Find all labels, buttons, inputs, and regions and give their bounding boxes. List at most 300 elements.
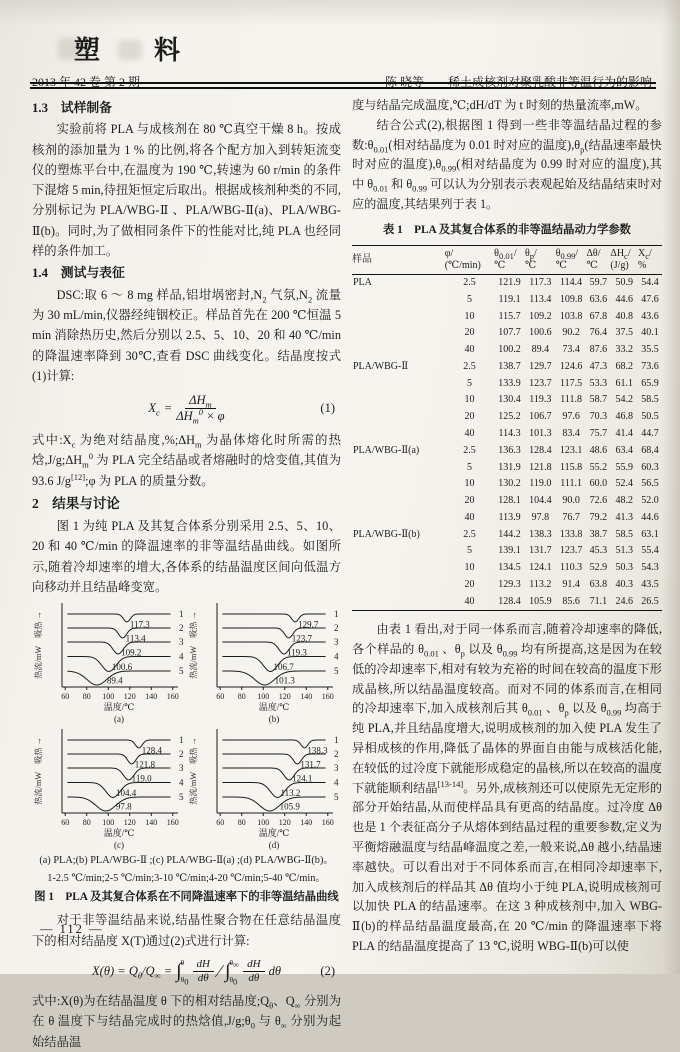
- svg-text:119.0: 119.0: [131, 773, 152, 784]
- table-cell: 10: [464, 310, 475, 322]
- table-row: [352, 409, 662, 426]
- svg-text:热流/mW 吸热 →: 热流/mW 吸热 →: [189, 737, 198, 805]
- svg-text:2: 2: [179, 623, 184, 634]
- svg-text:100: 100: [102, 692, 115, 702]
- table-cell: 73.6: [641, 360, 659, 372]
- svg-text:3: 3: [179, 637, 184, 648]
- table-cell: 52.9: [589, 562, 608, 574]
- table-cell: 90.0: [562, 495, 580, 507]
- table-cell: 40: [464, 428, 475, 439]
- table-cell: 40: [464, 595, 475, 607]
- table-cell: 54.4: [641, 276, 659, 288]
- table-cell: 124.1: [529, 562, 552, 574]
- table-cell: 44.6: [615, 293, 633, 305]
- table-row: [352, 392, 662, 409]
- eq2-lhs: $X(\theta) = Q_\theta/Q_\infty$ =: [92, 963, 173, 981]
- figure-1-note-samples: (a) PLA;(b) PLA/WBG-Ⅱ ;(c) PLA/WBG-Ⅱ(a) ;(d) PLA/WBG-Ⅱ(b)。: [39, 855, 334, 867]
- eq1-equals: =: [163, 400, 173, 415]
- svg-text:5: 5: [334, 666, 339, 677]
- table-cell: 53.3: [589, 377, 608, 389]
- table-cell: 123.1: [559, 444, 583, 456]
- table-cell: 76.4: [589, 327, 608, 339]
- svg-text:128.4: 128.4: [141, 745, 163, 756]
- table-cell: 40.3: [615, 579, 633, 591]
- table-cell: 41.3: [615, 511, 633, 523]
- table-cell: 20: [464, 411, 475, 423]
- table-cell: 91.4: [562, 579, 580, 591]
- table-cell: 130.2: [498, 478, 521, 490]
- table-cell: 114.3: [498, 428, 521, 439]
- table-row: [352, 274, 662, 291]
- table-cell: 119.1: [498, 293, 521, 305]
- svg-text:热流/mW 吸热 →: 热流/mW 吸热 →: [34, 737, 43, 805]
- svg-text:热流/mW 吸热 →: 热流/mW 吸热 →: [34, 611, 43, 679]
- table-row: [352, 493, 662, 510]
- eq2-integral-1: ∫ θ $\theta_0$: [176, 958, 189, 987]
- table-row: [352, 308, 662, 325]
- table-cell-sample: [352, 510, 445, 527]
- table-cell: 10: [464, 562, 475, 574]
- table-cell: 48.6: [589, 444, 608, 456]
- svg-text:(d): (d): [268, 840, 280, 851]
- table-cell: 20: [464, 495, 475, 507]
- svg-text:100: 100: [102, 818, 115, 828]
- table-cell-sample: [352, 459, 445, 476]
- table-row: [352, 526, 662, 543]
- table-cell: 131.9: [498, 461, 521, 473]
- table-cell: 44.6: [641, 511, 659, 523]
- svg-text:热流/mW 吸热 →: 热流/mW 吸热 →: [189, 611, 198, 679]
- table-cell: 38.7: [589, 528, 608, 540]
- svg-text:160: 160: [321, 692, 334, 702]
- table-cell: 72.6: [589, 495, 608, 507]
- eq1-lhs: $X_c$: [148, 400, 160, 418]
- table-cell: 46.8: [615, 411, 633, 423]
- svg-text:113.2: 113.2: [280, 788, 301, 799]
- table-cell-sample: [352, 493, 445, 510]
- table-cell: 20: [464, 579, 475, 591]
- table-cell: 5: [466, 293, 472, 305]
- svg-text:106.7: 106.7: [273, 662, 294, 673]
- table-cell-sample: [352, 560, 445, 577]
- table-cell: 20: [464, 327, 475, 339]
- table-row: [352, 560, 662, 577]
- table-cell: 37.5: [615, 327, 633, 339]
- table-cell: 2.5: [463, 528, 476, 540]
- table-cell: 89.4: [531, 344, 550, 356]
- table-cell: 47.6: [641, 293, 659, 305]
- table-1: [352, 245, 662, 612]
- paragraph-parameters: 结合公式(2),根据图 1 得到一些非等温结晶过程的参数$:\theta_{0.01}$(相对结晶度为 0.01 时对应的温度)$,\theta_p$(结晶速率最快时对应的温度)$,\theta_{0.99}$(相对结晶度为 0.99 时对应的温度),其中 $\theta_{0.01}$ 和 $\theta_{0.99}$ 可以认为分别表示表观起始及结晶结束时对应的温度,其结果列于表 1。: [352, 117, 663, 211]
- table-cell: 75.7: [589, 428, 608, 439]
- svg-text:138.3: 138.3: [307, 745, 328, 756]
- table-cell: 138.7: [498, 360, 521, 372]
- table-cell: 54.3: [641, 562, 659, 574]
- table-cell: 70.3: [589, 411, 608, 423]
- table-cell: 101.3: [529, 428, 552, 439]
- svg-text:1: 1: [179, 735, 184, 746]
- table-cell: 100.6: [529, 327, 552, 339]
- table-cell: 56.5: [641, 478, 659, 490]
- svg-text:80: 80: [82, 818, 91, 828]
- svg-text:60: 60: [61, 818, 70, 828]
- table-row: [352, 375, 662, 392]
- running-head: 陈 晓等——稀土成核剂对聚乳酸非等温行为的影响: [384, 75, 652, 89]
- table-cell: 134.5: [498, 562, 521, 574]
- table-cell: 43.5: [641, 579, 659, 591]
- eq1-fraction: [176, 393, 225, 426]
- table-cell: 55.9: [615, 461, 633, 473]
- svg-text:4: 4: [179, 651, 184, 662]
- table-cell: 47.3: [589, 360, 608, 372]
- eq1-numerator: $\Delta H_m$: [185, 393, 216, 408]
- table-row: [352, 476, 662, 493]
- table-cell: 45.3: [589, 545, 608, 557]
- table-cell: 2.5: [463, 276, 476, 288]
- table-cell: 109.2: [529, 310, 552, 322]
- table-cell: 5: [466, 377, 472, 389]
- svg-text:2: 2: [334, 749, 339, 760]
- table-row: [352, 510, 662, 527]
- table-cell: 43.6: [641, 310, 659, 322]
- table-cell: 48.2: [615, 495, 633, 507]
- section-1-4-body: DSC:取 6 ～ 8 mg 样品,铝坩埚密封$,N_2$ 气氛$,N_2$ 流量为 30 mL/min,仪器经纯铟校正。样品首先在 200 ℃恒温 5 min 消除热历史,然后分别以 2.5、5、10、20 和 40 ℃/min 的降温速率降到 30℃,查看 DSC 曲线变化。结晶度按式(1)计算:: [32, 287, 342, 383]
- svg-text:4: 4: [334, 777, 339, 788]
- table-cell: 115.7: [498, 310, 521, 322]
- table-cell: 105.9: [529, 595, 552, 607]
- table-cell: 113.2: [529, 579, 552, 591]
- table-cell: 40.1: [641, 327, 659, 339]
- table-column-header: $\theta_{0.99}/$ ℃: [556, 245, 587, 274]
- figure-1-grid: [32, 599, 341, 851]
- table-cell: 63.6: [589, 293, 608, 305]
- table-cell: 109.8: [559, 293, 583, 305]
- table-cell: 131.7: [529, 545, 552, 557]
- figure-1-caption: 图 1 PLA 及其复合体系在不同降温速率下的非等温结晶曲线: [34, 891, 339, 904]
- table-cell: 60.3: [641, 461, 659, 473]
- table-cell: 65.9: [641, 377, 659, 389]
- svg-text:131.7: 131.7: [300, 759, 321, 770]
- svg-text:100.6: 100.6: [111, 662, 133, 673]
- svg-text:140: 140: [145, 692, 158, 702]
- table-cell-sample: PLA/WBG-Ⅱ: [353, 360, 409, 372]
- table-cell: 128.4: [498, 595, 521, 607]
- table-cell: 63.1: [641, 528, 659, 540]
- eq2-fraction-1: $\frac{dH}{d\theta}$: [193, 958, 214, 984]
- table-cell: 76.7: [562, 511, 580, 523]
- svg-text:(c): (c): [114, 840, 124, 851]
- table-cell: 114.4: [560, 276, 583, 288]
- table-cell: 121.9: [498, 276, 521, 288]
- left-column: [32, 96, 341, 1052]
- table-row: [352, 358, 662, 375]
- svg-text:3: 3: [334, 637, 339, 648]
- table-cell: 106.7: [529, 411, 552, 423]
- dsc-chart-a: [32, 599, 186, 725]
- table-cell: 139.1: [498, 545, 521, 557]
- table-cell: 119.0: [529, 478, 552, 490]
- section-1-3-title: 1.3 试样制备: [32, 101, 112, 115]
- svg-text:60: 60: [61, 692, 70, 702]
- table-cell: 97.8: [531, 511, 550, 523]
- table-cell: 2.5: [463, 444, 476, 456]
- table-cell: 144.2: [498, 528, 521, 540]
- equation-1: [32, 393, 341, 426]
- table-cell: 40: [464, 344, 475, 356]
- svg-text:2: 2: [179, 749, 184, 760]
- table-cell: 50.5: [641, 411, 659, 423]
- table-cell: 115.8: [560, 461, 583, 473]
- table-cell-sample: [352, 375, 445, 392]
- svg-text:120: 120: [278, 692, 291, 702]
- svg-text:1: 1: [179, 609, 184, 620]
- svg-text:温度/℃: 温度/℃: [103, 702, 135, 713]
- table-cell: 55.2: [589, 461, 608, 473]
- table-cell: 97.6: [562, 411, 580, 423]
- table-row: [352, 577, 662, 594]
- table-column-header: $\theta_p/$ ℃: [525, 245, 556, 274]
- svg-text:97.8: 97.8: [115, 801, 132, 812]
- svg-text:80: 80: [237, 692, 246, 702]
- svg-text:119.3: 119.3: [287, 647, 307, 658]
- table-cell: 58.5: [641, 394, 659, 406]
- svg-text:100: 100: [257, 692, 270, 702]
- svg-text:2: 2: [334, 623, 339, 634]
- paragraph-discussion: 由表 1 看出,对于同一体系而言,随着冷却速率的降低,各个样品的 $\theta_{0.01}$ 、$\theta_p$ 以及 $\theta_{0.99}$ 均有所提高,这是因为在较低的冷却速率下,相对有较为充裕的时间在较高的温度下形成晶核,所以结晶温度较高。而对不同的体系而言,在相同的冷却速率下,加入成核剂后其 $\theta_{0.01}$ 、$\theta_p$ 以及 $\theta_{0.99}$ 均高于纯 PLA,并且结晶度增大,说明成核剂的加入使 PLA 发生了异相成核的作用,降低了晶体的界面自由能与成核活化能,在较低的过冷度下就能形成稳定的晶核,所以在较高的温度下就能顺利结晶[13-14]。另外,成核剂还可以使原先无定形的部分开始结晶,从而使样品具有更高的结晶度。过冷度 Δθ 也是 1 个表征高分子从熔体到结晶过程的重要参数,定义为平衡熔融温度与结晶峰温度之差,一般来说,Δθ 越小,结晶速率越快。可以看出对于不同体系而言,在相同冷却速率下,加入成核剂后的样品其 Δθ 值均小于纯 PLA,说明成核剂可以加快 PLA 的结晶速率。在这 3 种成核剂中,加入 WBG-Ⅱ(b)的样品结晶温度最高,在 20 ℃/min 的降温速率下将 PLA 的结晶温度提高了 13 ℃,说明 WBG-Ⅱ(b)可以使: [352, 622, 663, 953]
- table-cell: 128.1: [498, 495, 521, 507]
- table-column-header: Δθ/ ℃: [586, 245, 610, 274]
- table-cell: 59.7: [589, 276, 608, 288]
- svg-text:60: 60: [216, 692, 225, 702]
- svg-text:(a): (a): [114, 714, 124, 725]
- table-cell: 111.8: [560, 394, 582, 406]
- table-cell: 73.4: [562, 344, 580, 356]
- svg-text:140: 140: [300, 692, 313, 702]
- table-cell: 110.3: [560, 562, 583, 574]
- svg-text:129.7: 129.7: [298, 619, 319, 630]
- svg-text:4: 4: [334, 651, 339, 662]
- svg-text:120: 120: [123, 818, 136, 828]
- table-cell: 54.2: [615, 394, 633, 406]
- table-cell: 125.2: [498, 411, 521, 423]
- table-cell-sample: PLA: [353, 276, 372, 288]
- table-cell-sample: [352, 308, 445, 325]
- table-cell: 123.7: [559, 545, 583, 557]
- svg-text:140: 140: [145, 818, 158, 828]
- svg-text:4: 4: [179, 777, 184, 788]
- table-cell-sample: [352, 543, 445, 560]
- table-cell: 5: [466, 461, 472, 473]
- table-cell: 133.9: [498, 377, 521, 389]
- table-cell: 10: [464, 478, 475, 490]
- table-cell: 63.4: [615, 444, 633, 456]
- table-cell: 87.6: [589, 344, 608, 356]
- table-row: [352, 291, 662, 308]
- header-rule: [30, 82, 656, 89]
- table-cell: 79.2: [589, 511, 608, 523]
- svg-text:5: 5: [334, 792, 339, 803]
- svg-text:温度/℃: 温度/℃: [258, 702, 290, 713]
- table-cell: 90.2: [562, 327, 580, 339]
- table-cell-sample: [352, 325, 445, 342]
- dsc-chart-c: [32, 725, 186, 851]
- table-cell: 50.3: [615, 562, 633, 574]
- table-cell: 67.8: [589, 310, 608, 322]
- table-row: [352, 426, 662, 443]
- table-cell: 71.1: [589, 595, 608, 607]
- eq1-denominator: $\Delta H_m^0 \times \varphi$: [176, 406, 225, 426]
- table-cell: 136.3: [498, 444, 521, 456]
- table-cell: 24.6: [615, 595, 633, 607]
- table-cell-sample: [352, 291, 445, 308]
- svg-text:89.4: 89.4: [106, 675, 123, 686]
- table-cell: 2.5: [463, 360, 476, 372]
- figure-1-note-rates: 1-2.5 ℃/min;2-5 ℃/min;3-10 ℃/min;4-20 ℃/min;5-40 ℃/min。: [47, 873, 326, 885]
- svg-text:101.3: 101.3: [274, 675, 295, 686]
- table-cell: 128.4: [529, 444, 552, 456]
- table-cell: 68.2: [615, 360, 633, 372]
- table-cell: 51.3: [615, 545, 633, 557]
- table-column-header: $\theta_{0.01}/$ ℃: [494, 245, 525, 274]
- table-cell-sample: [352, 593, 445, 610]
- issue-info: 2013 年 42 卷 第 2 期: [32, 75, 141, 89]
- eq2-number: (2): [320, 963, 335, 978]
- svg-text:120: 120: [278, 818, 291, 828]
- eq2-dtheta: dθ: [268, 963, 281, 978]
- table-cell: 52.0: [641, 495, 659, 507]
- svg-text:80: 80: [237, 818, 246, 828]
- svg-text:160: 160: [166, 818, 179, 828]
- svg-text:121.8: 121.8: [134, 759, 155, 770]
- page-number: — 112 —: [40, 922, 104, 936]
- table-cell-sample: [352, 409, 445, 426]
- svg-text:温度/℃: 温度/℃: [258, 828, 290, 839]
- eq2-slash: ∕: [217, 960, 221, 981]
- table-cell: 117.3: [529, 276, 552, 288]
- svg-text:3: 3: [179, 763, 184, 774]
- table-cell: 121.8: [529, 461, 552, 473]
- table-1-title: 表 1 PLA 及其复合体系的非等温结晶动力学参数: [383, 223, 631, 236]
- table-cell: 26.5: [641, 595, 659, 607]
- table-row: [352, 543, 662, 560]
- table-cell: 60.0: [589, 478, 608, 490]
- table-cell-sample: PLA/WBG-Ⅱ(a): [353, 444, 420, 456]
- table-cell: 40.8: [615, 310, 633, 322]
- table-cell: 130.4: [498, 394, 521, 406]
- svg-text:1: 1: [334, 609, 339, 620]
- table-column-header: 样品: [352, 245, 445, 274]
- dsc-chart-b: [187, 599, 341, 725]
- svg-text:120: 120: [123, 692, 136, 702]
- svg-text:1: 1: [334, 735, 339, 746]
- svg-text:3: 3: [334, 763, 339, 774]
- section-1-4-title: 1.4 测试与表征: [32, 266, 125, 281]
- svg-text:160: 160: [166, 692, 179, 702]
- svg-text:113.4: 113.4: [125, 633, 146, 644]
- svg-text:117.3: 117.3: [129, 619, 150, 630]
- table-row: [352, 593, 662, 610]
- table-cell: 61.1: [615, 377, 633, 389]
- svg-text:80: 80: [82, 692, 91, 702]
- table-cell: 138.3: [529, 528, 552, 540]
- carryover-line: 度与结晶完成温度,℃;dH/dT 为 t 时刻的热量流率,mW。: [352, 98, 648, 112]
- table-row: [352, 325, 662, 342]
- svg-text:123.7: 123.7: [291, 633, 312, 644]
- table-cell: 63.8: [589, 579, 608, 591]
- table-cell: 40: [464, 511, 475, 523]
- table-cell: 10: [464, 394, 475, 406]
- table-cell: 111.1: [560, 478, 582, 490]
- svg-text:(b): (b): [268, 714, 280, 725]
- svg-text:100: 100: [257, 818, 270, 828]
- table-cell: 103.8: [559, 310, 583, 322]
- table-cell: 68.4: [641, 444, 659, 456]
- table-cell: 50.9: [615, 276, 633, 288]
- table-cell-sample: PLA/WBG-Ⅱ(b): [353, 528, 420, 540]
- journal-title: 塑 料: [74, 36, 195, 65]
- table-cell-sample: [352, 342, 445, 359]
- svg-text:124.1: 124.1: [292, 773, 313, 784]
- eq1-note: 式中$:X_c$ 为绝对结晶度$,\%;\Delta H_m$ 为晶体熔化时所需的热焓$,J/g;\Delta H_m^0$ 为 PLA 完全结晶或者熔融时的焓变值,其值为 93.6 J/g[12];φ 为 PLA 的质量分数。: [32, 432, 341, 488]
- table-cell: 35.5: [641, 344, 659, 356]
- page-header: [32, 30, 652, 90]
- table-column-header: $X_c/$ %: [638, 245, 662, 274]
- svg-text:105.9: 105.9: [279, 801, 300, 812]
- svg-text:温度/℃: 温度/℃: [103, 828, 135, 839]
- table-cell: 107.7: [498, 327, 521, 339]
- table-cell-sample: [352, 476, 445, 493]
- table-cell: 33.2: [615, 344, 633, 356]
- table-cell: 85.6: [562, 595, 580, 607]
- table-row: [352, 459, 662, 476]
- table-cell: 113.9: [498, 511, 521, 523]
- svg-text:109.2: 109.2: [121, 647, 142, 658]
- svg-text:5: 5: [179, 792, 184, 803]
- table-cell: 124.6: [559, 360, 583, 372]
- svg-text:60: 60: [216, 818, 225, 828]
- svg-text:140: 140: [300, 818, 313, 828]
- table-cell: 104.4: [529, 495, 552, 507]
- table-cell: 5: [466, 545, 472, 557]
- table-cell: 129.7: [529, 360, 552, 372]
- table-cell: 113.4: [529, 293, 552, 305]
- section-2-title: 2 结果与讨论: [32, 495, 120, 511]
- table-cell: 123.7: [529, 377, 552, 389]
- table-cell: 133.8: [559, 528, 583, 540]
- eq2-note: 式中:X(θ)为在结晶温度 θ 下的相对结晶度$;Q_\theta$、$Q_\infty$ 分别为在 θ 温度下与结晶完成时的热焓值$,J/g;\theta_0$ 与 $\theta_\infty$ 分别为起始结晶温: [32, 994, 341, 1049]
- table-cell: 58.7: [589, 394, 608, 406]
- svg-text:160: 160: [321, 818, 334, 828]
- dsc-chart-d: [187, 725, 341, 851]
- table-cell: 129.3: [498, 579, 521, 591]
- eq1-number: (1): [320, 400, 335, 415]
- eq2-fraction-2: $\frac{dH}{d\theta}$: [243, 958, 264, 984]
- table-cell-sample: [352, 392, 445, 409]
- equation-2: [32, 957, 341, 987]
- table-row: [352, 342, 662, 359]
- table-cell: 83.4: [562, 428, 580, 439]
- table-cell: 58.5: [615, 528, 633, 540]
- right-column: [352, 96, 662, 957]
- svg-text:5: 5: [179, 666, 184, 677]
- table-cell-sample: [352, 426, 445, 443]
- table-cell: 119.3: [529, 394, 552, 406]
- svg-text:104.4: 104.4: [115, 788, 137, 799]
- table-cell-sample: [352, 577, 445, 594]
- paragraph-relative-crystallinity: 对于非等温结晶来说,结晶性聚合物在任意结晶温度下的相对结晶度 X(T)通过(2)式进行计算:: [32, 913, 341, 948]
- table-cell: 41.4: [615, 428, 633, 439]
- table-cell: 52.4: [615, 478, 633, 490]
